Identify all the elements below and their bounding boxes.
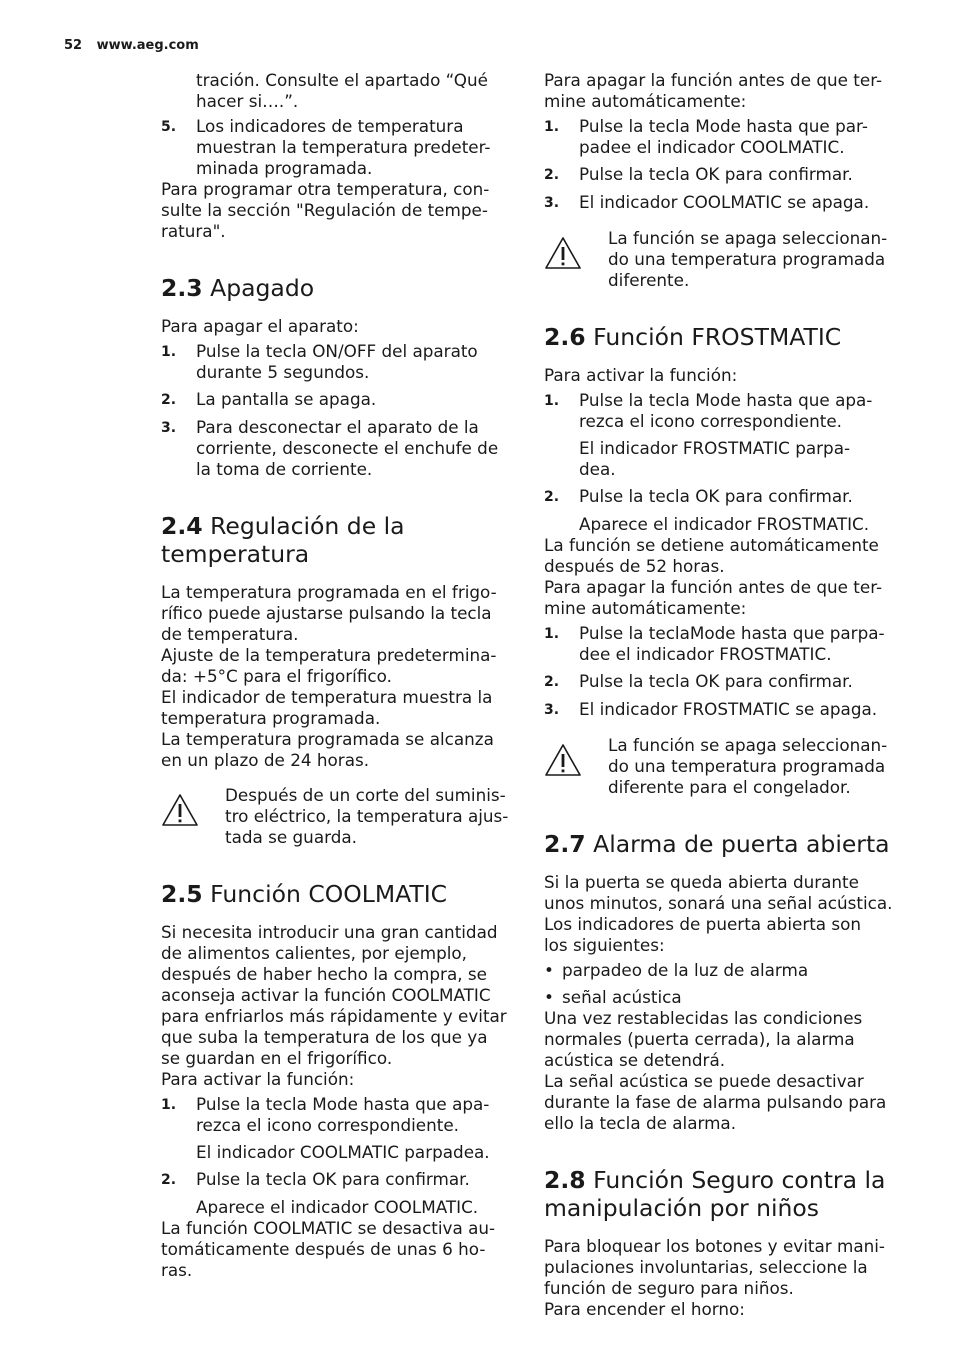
section-heading-2-3: 2.3 Apagado — [161, 274, 315, 302]
list-item: 1. Pulse la teclaMode hasta que parpa- dee el indicador FROSTMATIC. — [544, 623, 885, 664]
list-item: 5. Los indicadores de temperatura muestran la temperatura predeter- minada programada. — [161, 116, 491, 178]
list-item: 3. El indicador FROSTMATIC se apaga. — [544, 699, 878, 719]
body-text: Para encender el horno: — [544, 1299, 745, 1319]
body-text: función de seguro para niños. — [544, 1278, 794, 1298]
body-text: después de haber hecho la compra, se — [161, 964, 487, 984]
warning-note: La función se apaga seleccionan- do una temperatura programada diferente para el congelador. — [544, 735, 900, 798]
intro-line: hacer si….”. — [196, 91, 299, 111]
body-text: El indicador de temperatura muestra la — [161, 687, 493, 707]
section-heading-2-6: 2.6 Función FROSTMATIC — [544, 323, 842, 351]
body-text: rífico puede ajustarse pulsando la tecla — [161, 603, 492, 623]
body-text: Para apagar el aparato: — [161, 316, 359, 336]
body-text: durante la fase de alarma pulsando para — [544, 1092, 887, 1112]
body-text: aconseja activar la función COOLMATIC — [161, 985, 491, 1005]
body-text: unos minutos, sonará una señal acústica. — [544, 893, 893, 913]
body-text: después de 52 horas. — [544, 556, 725, 576]
list-item: 1. Pulse la tecla Mode hasta que apa- rezca el icono correspondiente. — [544, 390, 873, 431]
left-column — [161, 70, 516, 1281]
body-text: ello la tecla de alarma. — [544, 1113, 737, 1133]
body-text: Una vez restablecidas las condiciones — [544, 1008, 863, 1028]
body-text: acústica se detendrá. — [544, 1050, 726, 1070]
body-text: ratura". — [161, 221, 226, 241]
body-text: La función COOLMATIC se desactiva au- — [161, 1218, 496, 1238]
body-text: La temperatura programada en el frigo- — [161, 582, 497, 602]
list-note: Aparece el indicador FROSTMATIC. — [579, 514, 870, 534]
body-text: mine automáticamente: — [544, 598, 747, 618]
body-text: mine automáticamente: — [544, 91, 747, 111]
warning-icon — [544, 228, 608, 291]
body-text: que suba la temperatura de los que ya — [161, 1027, 488, 1047]
list-item: 1. Pulse la tecla Mode hasta que par- padee el indicador COOLMATIC. — [544, 116, 868, 157]
list-item: 1. Pulse la tecla ON/OFF del aparato durante 5 segundos. — [161, 341, 478, 382]
body-text: Si la puerta se queda abierta durante — [544, 872, 859, 892]
intro-line: tración. Consulte el apartado “Qué — [196, 70, 488, 90]
body-text: pulaciones involuntarias, seleccione la — [544, 1257, 868, 1277]
body-text: La función se detiene automáticamente — [544, 535, 879, 555]
body-text: de alimentos calientes, por ejemplo, — [161, 943, 467, 963]
section-heading-2-4: 2.4 Regulación de la temperatura — [161, 512, 405, 568]
body-text: Para activar la función: — [544, 365, 738, 385]
section-heading-2-8: 2.8 Función Seguro contra la manipulación por niños — [544, 1166, 886, 1222]
body-text: de temperatura. — [161, 624, 299, 644]
bullet-item: • señal acústica — [544, 987, 682, 1007]
list-item: 2. La pantalla se apaga. — [161, 389, 377, 409]
bullet-item: • parpadeo de la luz de alarma — [544, 960, 809, 980]
right-column — [544, 70, 900, 1320]
list-note: El indicador FROSTMATIC parpa- — [579, 438, 851, 458]
body-text: da: +5°C para el frigorífico. — [161, 666, 392, 686]
body-text: Para apagar la función antes de que ter- — [544, 70, 883, 90]
site-url[interactable]: www.aeg.com — [96, 38, 199, 53]
body-text: para enfriarlos más rápidamente y evitar — [161, 1006, 507, 1026]
list-item: 3. El indicador COOLMATIC se apaga. — [544, 192, 870, 212]
warning-icon — [544, 735, 608, 798]
list-note: Aparece el indicador COOLMATIC. — [196, 1197, 479, 1217]
list-note: El indicador COOLMATIC parpadea. — [196, 1142, 490, 1162]
body-text: Para activar la función: — [161, 1069, 355, 1089]
body-text: Para programar otra temperatura, con- — [161, 179, 490, 199]
body-text: en un plazo de 24 horas. — [161, 750, 370, 770]
body-text: normales (puerta cerrada), la alarma — [544, 1029, 855, 1049]
page-header — [64, 38, 199, 53]
list-item: 1. Pulse la tecla Mode hasta que apa- rezca el icono correspondiente. — [161, 1094, 490, 1135]
list-item: 3. Para desconectar el aparato de la corriente, desconecte el enchufe de la toma de corriente. — [161, 417, 499, 479]
body-text: La señal acústica se puede desactivar — [544, 1071, 864, 1091]
body-text: se guardan en el frigorífico. — [161, 1048, 393, 1068]
body-text: La temperatura programada se alcanza — [161, 729, 494, 749]
warning-note: Después de un corte del suminis- tro eléctrico, la temperatura ajus- tada se guarda. — [161, 785, 516, 848]
body-text: Para apagar la función antes de que ter- — [544, 577, 883, 597]
warning-icon — [161, 785, 225, 848]
body-text: ras. — [161, 1260, 193, 1280]
list-item: 2. Pulse la tecla OK para confirmar. — [544, 164, 853, 184]
list-item: 2. Pulse la tecla OK para confirmar. — [161, 1169, 470, 1189]
body-text: Los indicadores de puerta abierta son — [544, 914, 862, 934]
page-number: 52 — [64, 38, 83, 53]
body-text: sulte la sección "Regulación de tempe- — [161, 200, 488, 220]
section-heading-2-5: 2.5 Función COOLMATIC — [161, 880, 448, 908]
warning-note: La función se apaga seleccionan- do una temperatura programada diferente. — [544, 228, 900, 291]
body-text: los siguientes: — [544, 935, 665, 955]
body-text: tomáticamente después de unas 6 ho- — [161, 1239, 486, 1259]
list-item: 2. Pulse la tecla OK para confirmar. — [544, 486, 853, 506]
body-text: temperatura programada. — [161, 708, 381, 728]
list-item: 2. Pulse la tecla OK para confirmar. — [544, 671, 853, 691]
list-note: dea. — [579, 459, 616, 479]
body-text: Para bloquear los botones y evitar mani- — [544, 1236, 885, 1256]
body-text: Si necesita introducir una gran cantidad — [161, 922, 498, 942]
body-text: Ajuste de la temperatura predetermina- — [161, 645, 497, 665]
section-heading-2-7: 2.7 Alarma de puerta abierta — [544, 830, 890, 858]
